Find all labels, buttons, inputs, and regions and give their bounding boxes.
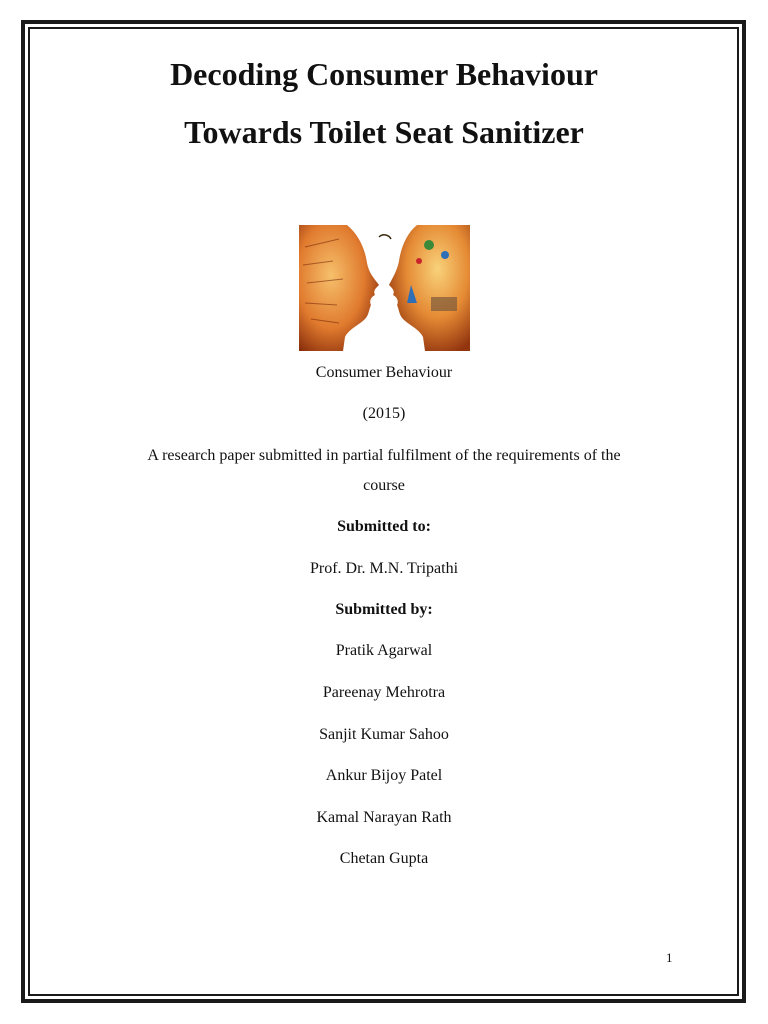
member-name: Chetan Gupta [339, 850, 429, 867]
submitted-to-name: Prof. Dr. M.N. Tripathi [309, 560, 459, 577]
page-number: 1 [666, 950, 673, 965]
year: (2015) [362, 405, 406, 422]
title-line-2: Towards Toilet Seat Sanitizer [184, 114, 584, 150]
submitted-to-label: Submitted to: [337, 518, 431, 535]
member-name: Sanjit Kumar Sahoo [319, 726, 449, 743]
two-faces-illustration-icon [299, 225, 470, 351]
statement-line-1: A research paper submitted in partial fulfilment of the requirements of the [147, 447, 621, 464]
cover-image [299, 225, 470, 351]
submitted-by-label: Submitted by: [335, 601, 433, 618]
course-name: Consumer Behaviour [315, 364, 453, 381]
statement-line-2: course [363, 477, 405, 494]
member-name: Pratik Agarwal [335, 642, 433, 659]
member-name: Pareenay Mehrotra [322, 684, 446, 701]
member-name: Ankur Bijoy Patel [325, 767, 443, 784]
member-name: Kamal Narayan Rath [316, 809, 452, 826]
title-line-1: Decoding Consumer Behaviour [170, 56, 598, 92]
